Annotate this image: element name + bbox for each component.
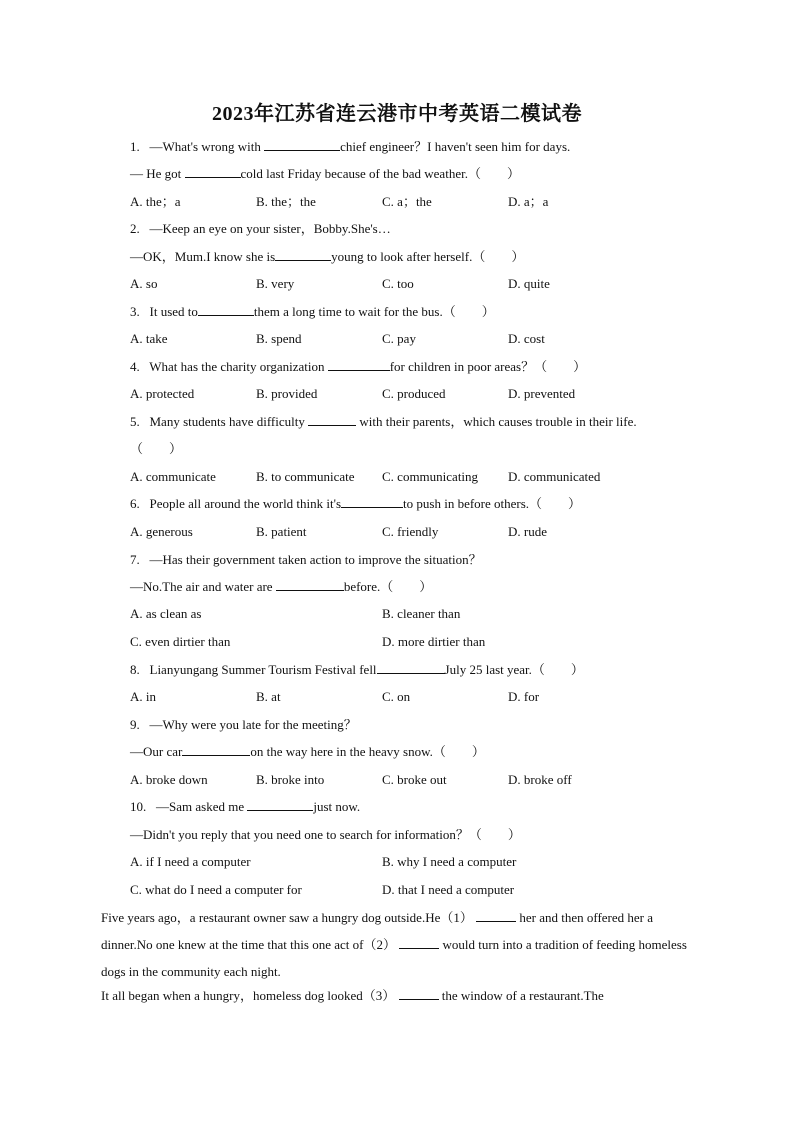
option-d[interactable]: D. quite [508, 276, 550, 291]
question-text: young to look after herself.（ ） [331, 249, 525, 264]
question-6 [130, 495, 581, 513]
question-text: —Why were you late for the meeting？ [149, 717, 357, 732]
page-title: 2023年江苏省连云港市中考英语二模试卷 [212, 103, 582, 125]
option-b[interactable]: B. patient [256, 524, 307, 539]
option-d[interactable]: D. cost [508, 331, 545, 346]
answer-blank[interactable] [185, 165, 241, 178]
answer-blank[interactable] [341, 495, 403, 508]
question-1 [130, 138, 570, 156]
question-text: before.（ ） [343, 579, 433, 594]
question-1-line2 [130, 165, 520, 183]
question-number: 4. [130, 359, 140, 374]
answer-blank[interactable] [328, 358, 390, 371]
question-text: Many students have difficulty [149, 414, 305, 429]
passage-text: It all began when a hungry，homeless dog looked（3） [101, 988, 396, 1003]
question-text: — He got [130, 166, 182, 181]
passage-paragraph-2 [101, 987, 604, 1005]
question-2 [130, 220, 391, 238]
question-10 [130, 798, 360, 816]
answer-blank[interactable] [275, 248, 331, 261]
answer-blank[interactable] [276, 578, 344, 591]
passage-paragraph-1 [101, 904, 701, 985]
passage-text: the window of a restaurant.The [441, 988, 604, 1003]
answer-blank[interactable] [308, 413, 356, 426]
option-c[interactable]: C. broke out [382, 772, 447, 787]
question-text: —Has their government taken action to improve the situation？ [149, 552, 482, 567]
question-text: them a long time to wait for the bus.（ ） [253, 304, 495, 319]
option-a[interactable]: A. communicate [130, 469, 216, 484]
question-text: chief engineer？I haven't seen him for days. [340, 139, 571, 154]
question-number: 3. [130, 304, 140, 319]
question-number: 10. [130, 799, 147, 814]
question-text: with their parents，which causes trouble in their life. [359, 414, 637, 429]
option-a[interactable]: A. take [130, 331, 168, 346]
option-a[interactable]: A. the；a [130, 194, 181, 209]
answer-blank[interactable] [198, 303, 254, 316]
question-5 [130, 413, 637, 431]
option-b[interactable]: B. provided [256, 386, 318, 401]
question-9-line2 [130, 743, 485, 761]
question-text: July 25 last year.（ ） [444, 662, 584, 677]
option-d[interactable]: D. broke off [508, 772, 572, 787]
option-a[interactable]: A. as clean as [130, 606, 202, 621]
question-text: —No.The air and water are [130, 579, 273, 594]
question-number: 2. [130, 221, 140, 236]
passage-blank-1[interactable] [476, 909, 516, 922]
option-b[interactable]: B. cleaner than [382, 606, 461, 621]
option-a[interactable]: A. protected [130, 386, 195, 401]
question-number: 9. [130, 717, 140, 732]
option-d[interactable]: D. for [508, 689, 540, 704]
question-text: People all around the world think it's [149, 496, 342, 511]
option-b[interactable]: B. to communicate [256, 469, 355, 484]
question-text: —Our car [130, 744, 183, 759]
passage-blank-3[interactable] [399, 987, 439, 1000]
option-b[interactable]: B. broke into [256, 772, 325, 787]
question-number: 1. [130, 139, 140, 154]
option-c[interactable]: C. produced [382, 386, 446, 401]
question-text: —OK，Mum.I know she is [130, 249, 276, 264]
option-c[interactable]: C. friendly [382, 524, 439, 539]
question-text: It used to [149, 304, 198, 319]
question-number: 7. [130, 552, 140, 567]
option-a[interactable]: A. broke down [130, 772, 208, 787]
option-b[interactable]: B. why I need a computer [382, 854, 517, 869]
answer-blank[interactable] [182, 743, 250, 756]
option-c[interactable]: C. communicating [382, 469, 479, 484]
question-10-line2: —Didn't you reply that you need one to search for information？（ ） [130, 827, 521, 842]
option-d[interactable]: D. communicated [508, 469, 601, 484]
option-d[interactable]: D. rude [508, 524, 547, 539]
option-a[interactable]: A. so [130, 276, 158, 291]
answer-blank[interactable] [377, 661, 445, 674]
question-text: to push in before others.（ ） [403, 496, 582, 511]
option-b[interactable]: B. at [256, 689, 281, 704]
question-number: 8. [130, 662, 140, 677]
option-a[interactable]: A. if I need a computer [130, 854, 251, 869]
question-3 [130, 303, 495, 321]
question-number: 5. [130, 414, 140, 429]
question-text: for children in poor areas？（ ） [389, 359, 587, 374]
question-7 [130, 551, 482, 569]
question-text: Lianyungang Summer Tourism Festival fell [149, 662, 377, 677]
passage-text: her and then offered her a dinner.No one knew at the time that this one act of（2） [101, 910, 654, 952]
question-9 [130, 716, 357, 734]
passage-text: would turn into a tradition of feeding homeless dogs in the community each night. [101, 937, 687, 979]
passage-text: Five years ago，a restaurant owner saw a hungry dog outside.He（1） [101, 910, 473, 925]
option-d[interactable]: D. that I need a computer [382, 882, 515, 897]
option-c[interactable]: C. what do I need a computer for [130, 882, 302, 897]
option-b[interactable]: B. the；the [256, 194, 316, 209]
option-a[interactable]: A. in [130, 689, 156, 704]
answer-blank[interactable] [247, 798, 313, 811]
question-4 [130, 358, 586, 376]
option-c[interactable]: C. too [382, 276, 414, 291]
option-a[interactable]: A. generous [130, 524, 193, 539]
option-b[interactable]: B. spend [256, 331, 302, 346]
question-text: —Sam asked me [156, 799, 245, 814]
question-text: —What's wrong with [149, 139, 261, 154]
question-text: What has the charity organization [149, 359, 325, 374]
passage-blank-2[interactable] [399, 936, 439, 949]
question-7-line2 [130, 578, 432, 596]
question-8 [130, 661, 584, 679]
question-text: just now. [313, 799, 361, 814]
option-c[interactable]: C. pay [382, 331, 416, 346]
question-2-line2 [130, 248, 524, 266]
option-c[interactable]: C. on [382, 689, 411, 704]
question-text: on the way here in the heavy snow.（ ） [250, 744, 485, 759]
question-number: 6. [130, 496, 140, 511]
question-5-bracket: （ ） [130, 441, 183, 456]
answer-blank[interactable] [264, 138, 340, 151]
question-text: cold last Friday because of the bad weather.（ ） [240, 166, 520, 181]
option-d[interactable]: D. a；a [508, 194, 549, 209]
question-text: —Keep an eye on your sister，Bobby.She's… [149, 221, 391, 236]
option-d[interactable]: D. prevented [508, 386, 576, 401]
option-c[interactable]: C. even dirtier than [130, 634, 231, 649]
option-d[interactable]: D. more dirtier than [382, 634, 486, 649]
option-b[interactable]: B. very [256, 276, 295, 291]
option-c[interactable]: C. a；the [382, 194, 432, 209]
